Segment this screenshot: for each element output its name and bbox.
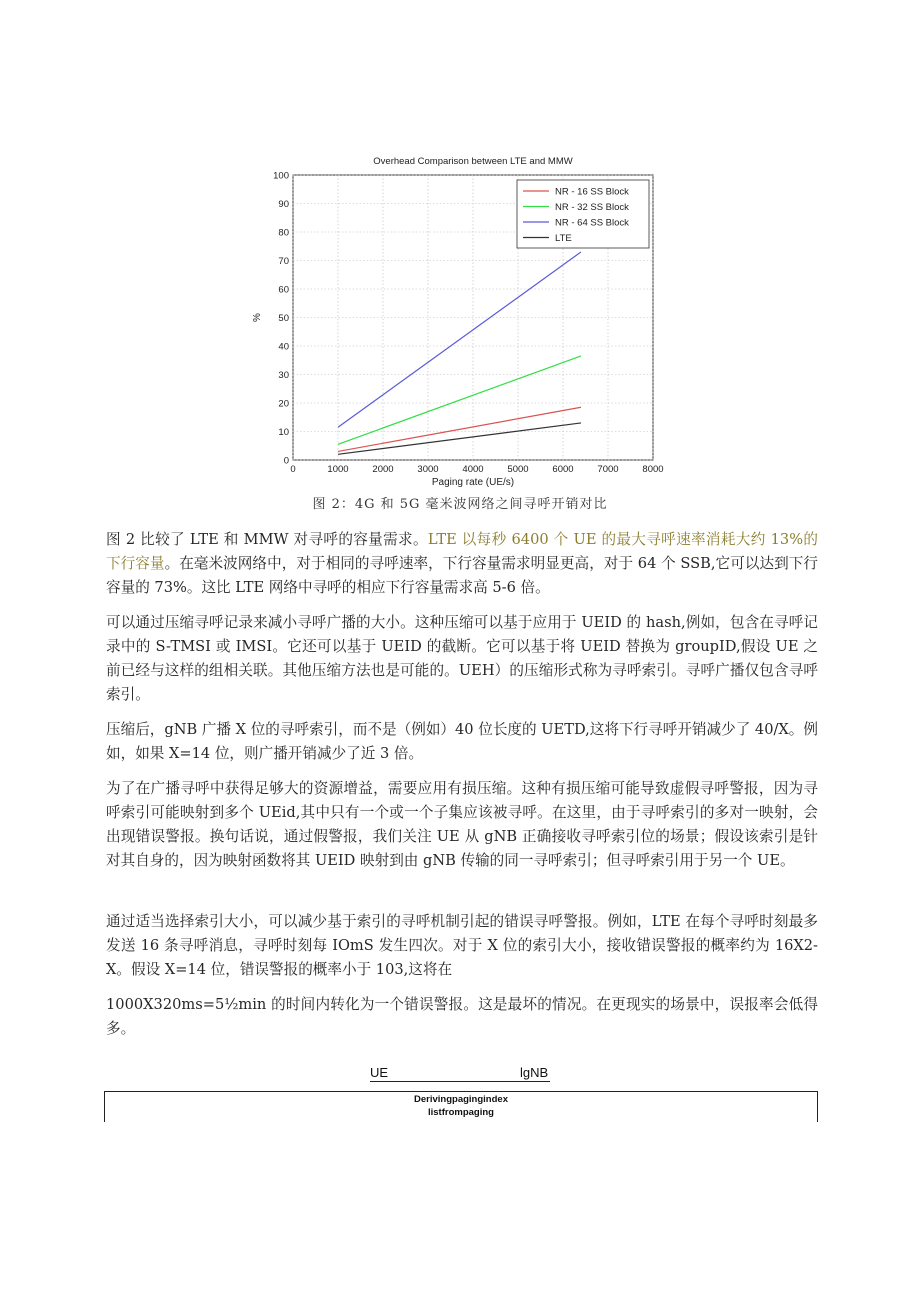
paragraph-3: 压缩后，gNB 广播 X 位的寻呼索引，而不是（例如）40 位长度的 UETD,这将下行寻呼开销减少了 40/X。例如，如果 X=14 位，则广播开销减少了近 3 倍。 <box>106 721 818 762</box>
x-tick-label: 3000 <box>417 464 439 475</box>
x-tick-label: 8000 <box>642 464 664 475</box>
box-line-1: Derivingpagingindex <box>414 1094 508 1105</box>
legend-entry: LTE <box>555 233 572 244</box>
gnb-label: lgNB <box>520 1065 549 1080</box>
x-tick-label: 2000 <box>372 464 394 475</box>
x-axis-label: Paging rate (UE/s) <box>431 477 515 488</box>
paragraph-4: 为了在广播寻呼中获得足够大的资源增益，需要应用有损压缩。这种有损压缩可能导致虚假寻呼警报，因为寻呼索引可能映射到多个 UEid,其中只有一个或一个子集应该被寻呼。在这里，由于寻呼索引的多对一映射，会出现错误警报。换句话说，通过假警报，我们关注 UE 从 gNB 正确接收寻呼索引位的场景；假设该索引是针对其自身的，因为映射函数将其 UEID 映射到由 gNB 传输的同一寻呼索引；但寻呼索引用于另一个 UE。 <box>106 780 818 869</box>
y-tick-label: 80 <box>278 227 289 239</box>
paragraph-1-highlight: LTE 以每秒 6400 个 UE 的最大寻呼速率消耗大约 13%的下行容量 <box>106 531 818 572</box>
paragraph-1-lead: 图 2 比较了 LTE 和 MMW 对寻呼的容量需求。 <box>106 531 428 548</box>
paragraph-2: 可以通过压缩寻呼记录来减小寻呼广播的大小。这种压缩可以基于应用于 UEID 的 hash,例如，包含在寻呼记录中的 S-TMSI 或 IMSI。它还可以基于 UEID 的截断。它可以基于将 UEID 替换为 groupID,假设 UE 之前已经与这样的组相关联。其他压缩方法也是可能的。UEH）的压缩形式称为寻呼索引。寻呼广播仅包含寻呼索引。 <box>106 614 818 703</box>
y-tick-label: 0 <box>283 455 289 467</box>
x-tick-label: 5000 <box>507 464 529 475</box>
y-tick-label: 60 <box>278 284 289 296</box>
paragraph-1 <box>106 528 818 600</box>
y-tick-label: 10 <box>278 427 289 438</box>
legend <box>517 180 649 248</box>
paragraph-5: 通过适当选择索引大小，可以减少基于索引的寻呼机制引起的错误寻呼警报。例如，LTE 在每个寻呼时刻最多发送 16 条寻呼消息，寻呼时刻每 IOmS 发生四次。对于 X 位的索引大小，接收错误警报的概率约为 16X2-X。假设 X=14 位，错误警报的概率小于 103,这将在 <box>106 913 818 978</box>
legend-entry: NR - 16 SS Block <box>555 186 629 198</box>
diagram-header-line <box>370 1081 550 1082</box>
y-tick-label: 70 <box>278 256 289 267</box>
y-tick-label: 50 <box>278 313 289 324</box>
y-tick-label: 20 <box>278 398 289 410</box>
y-tick-label: 100 <box>273 170 289 182</box>
legend-entry: NR - 32 SS Block <box>555 202 629 213</box>
y-tick-label: 90 <box>278 199 289 210</box>
chart-title: Overhead Comparison between LTE and MMW <box>373 156 573 167</box>
x-tick-label: 1000 <box>327 464 349 475</box>
chart-svg <box>248 150 668 490</box>
x-tick-label: 7000 <box>597 464 619 475</box>
y-tick-label: 40 <box>278 341 289 353</box>
figure-caption: 图 2：4G 和 5G 毫米波网络之间寻呼开销对比 <box>312 497 608 512</box>
x-tick-label: 0 <box>290 464 296 475</box>
legend-entry: NR - 64 SS Block <box>555 217 629 229</box>
box-line-2: listfrompaging <box>428 1107 494 1118</box>
x-tick-label: 6000 <box>552 464 574 475</box>
y-axis-label: % <box>252 313 263 322</box>
deriving-index-box <box>104 1091 818 1122</box>
ue-label: UE <box>370 1065 389 1080</box>
paragraph-6: 1000X320ms=5½min 的时间内转化为一个错误警报。这是最坏的情况。在更现实的场景中，误报率会低得多。 <box>106 996 818 1037</box>
overhead-chart <box>248 150 668 490</box>
paragraph-1-rest: 。在毫米波网络中，对于相同的寻呼速率，下行容量需求明显更高，对于 64 个 SSB,它可以达到下行容量的 73%。这比 LTE 网络中寻呼的相应下行容量需求高 5-6 倍。 <box>106 555 818 596</box>
y-tick-label: 30 <box>278 370 289 381</box>
x-tick-label: 4000 <box>462 464 484 475</box>
